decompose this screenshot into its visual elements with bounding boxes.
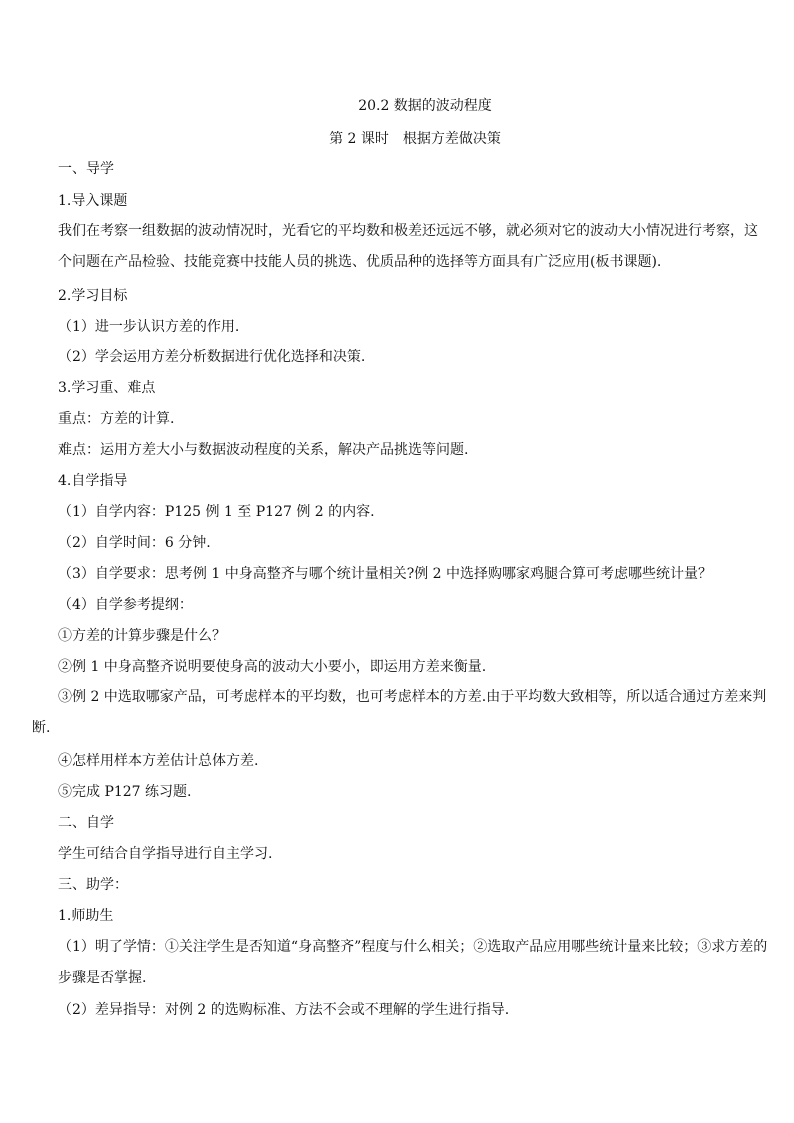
teacher-help-item-2: （2）差异指导：对例 2 的选购标准、方法不会或不理解的学生进行指导.: [58, 1002, 510, 1018]
zixue-paragraph: 学生可结合自学指导进行自主学习.: [58, 846, 273, 862]
guide-item-outline: （4）自学参考提纲：: [58, 597, 193, 613]
document-subtitle: 第 2 课时 根据方差做决策: [329, 131, 501, 147]
outline-item-5: ⑤完成 P127 练习题.: [58, 784, 192, 800]
outline-item-1: ①方差的计算步骤是什么？: [58, 628, 226, 644]
goal-item-1: （1）进一步认识方差的作用.: [58, 319, 240, 335]
guide-item-requirement: （3）自学要求：思考例 1 中身高整齐与哪个统计量相关?例 2 中选择购哪家鸡腿合算可考虑哪些统计量？: [58, 566, 713, 582]
section-heading-zixue: 二、自学: [58, 815, 114, 831]
subheading-teacher-helps: 1.师助生: [58, 908, 114, 924]
subheading-key-points: 3.学习重、难点: [58, 380, 156, 396]
key-point: 重点：方差的计算.: [58, 411, 175, 427]
goal-item-2: （2）学会运用方差分析数据进行优化选择和决策.: [58, 349, 366, 365]
section-heading-zhuxue: 三、助学：: [58, 877, 128, 893]
teacher-help-item-1: （1）明了学情：①关注学生是否知道“身高整齐”程度与什么相关；②选取产品应用哪些统计量来比较；③求方差的步骤是否掌握.: [58, 939, 768, 986]
subheading-goals: 2.学习目标: [58, 288, 128, 304]
subheading-intro: 1.导入课题: [58, 193, 128, 209]
outline-item-4: ④怎样用样本方差估计总体方差.: [58, 753, 259, 769]
guide-item-time: （2）自学时间：6 分钟.: [58, 535, 211, 551]
difficult-point: 难点：运用方差大小与数据波动程度的关系，解决产品挑选等问题.: [58, 442, 469, 458]
intro-paragraph: 我们在考察一组数据的波动情况时，光看它的平均数和极差还远远不够，就必须对它的波动大小情况进行考察，这个问题在产品检验、技能竞赛中技能人员的挑选、优质品种的选择等方面具有广泛应用(板书课题).: [58, 223, 758, 270]
outline-item-2: ②例 1 中身高整齐说明要使身高的波动大小要小，即运用方差来衡量.: [58, 659, 487, 675]
outline-item-3: ③例 2 中选取哪家产品，可考虑样本的平均数，也可考虑样本的方差.由于平均数大致相等，所以适合通过方差来判断.: [32, 689, 767, 736]
subheading-self-study-guide: 4.自学指导: [58, 473, 128, 489]
document-title: 20.2 数据的波动程度: [358, 98, 492, 114]
section-heading-daoxue: 一、导学: [58, 161, 114, 177]
guide-item-content: （1）自学内容：P125 例 1 至 P127 例 2 的内容.: [58, 504, 375, 520]
